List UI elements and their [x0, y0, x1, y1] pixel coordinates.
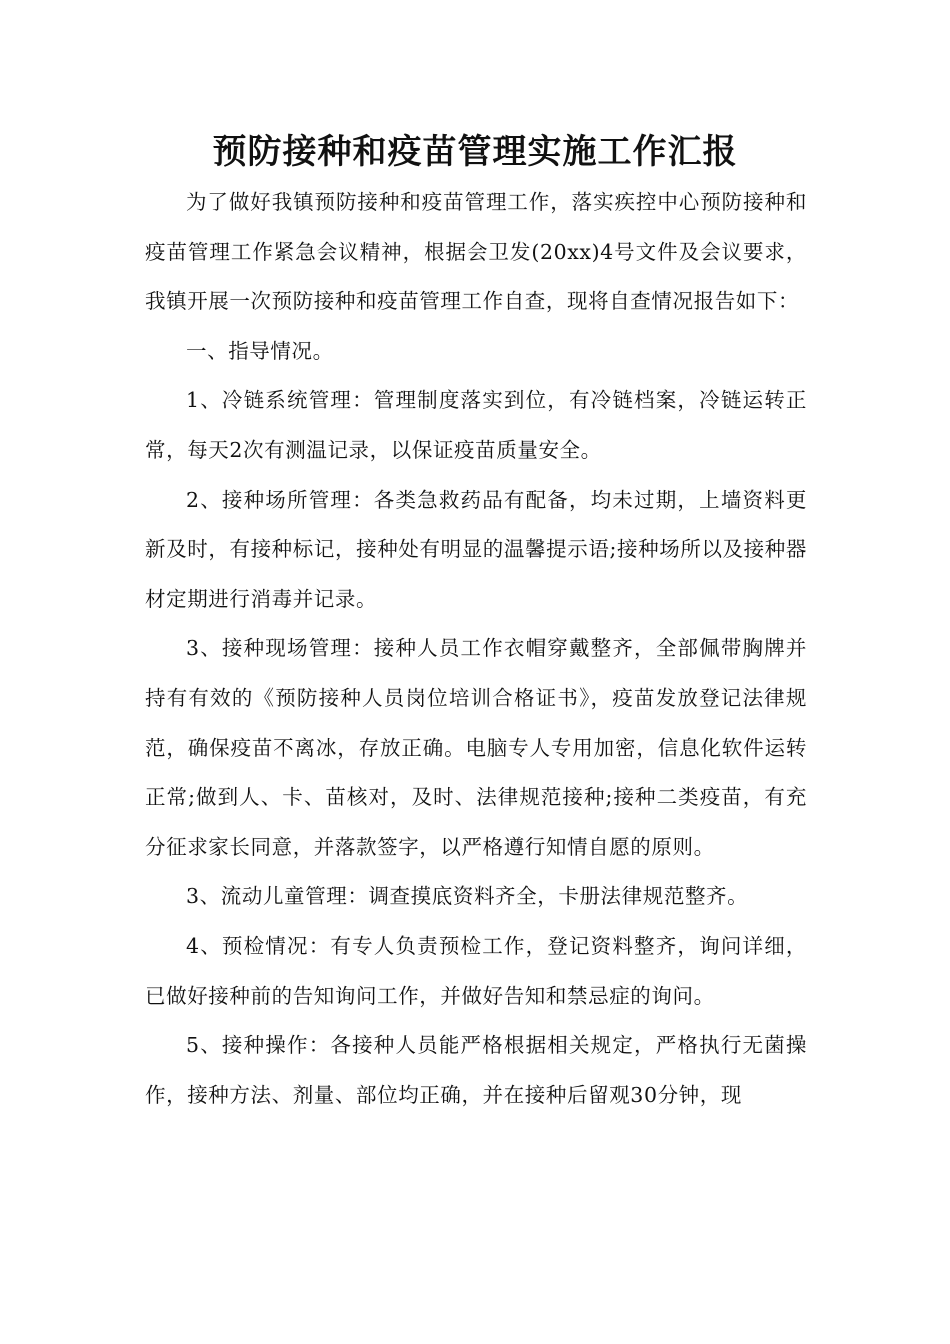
paragraph-vaccination-site: 2、接种场所管理：各类急救药品有配备，均未过期，上墙资料更新及时，有接种标记，接种处有明显的温馨提示语;接种场所以及接种器材定期进行消毒并记录。: [145, 487, 807, 611]
section-heading-guidance: 一、指导情况。: [186, 338, 334, 363]
paragraph-intro: 为了做好我镇预防接种和疫苗管理工作，落实疾控中心预防接种和疫苗管理工作紧急会议精神，根据会卫发(20xx)4号文件及会议要求，我镇开展一次预防接种和疫苗管理工作自查，现将自查情况报告如下：: [145, 190, 807, 314]
paragraph-mobile-children: 3、流动儿童管理：调查摸底资料齐全，卡册法律规范整齐。: [186, 884, 749, 909]
paragraph-onsite-management: 3、接种现场管理：接种人员工作衣帽穿戴整齐，全部佩带胸牌并持有有效的《预防接种人员岗位培训合格证书》，疫苗发放登记法律规范，确保疫苗不离冰，存放正确。电脑专人专用加密，信息化软件运转正常;做到人、卡、苗核对，及时、法律规范接种;接种二类疫苗，有充分征求家长同意，并落款签字，以严格遵行知情自愿的原则。: [145, 636, 807, 859]
document-body: [145, 178, 807, 1120]
document-title: 预防接种和疫苗管理实施工作汇报: [212, 132, 738, 172]
paragraph-cold-chain: 1、冷链系统管理：管理制度落实到位，有冷链档案，冷链运转正常，每天2次有测温记录，以保证疫苗质量安全。: [145, 388, 807, 462]
paragraph-vaccination-operation: 5、接种操作：各接种人员能严格根据相关规定，严格执行无菌操作，接种方法、剂量、部位均正确，并在接种后留观30分钟，现: [145, 1033, 807, 1107]
paragraph-pre-screening: 4、预检情况：有专人负责预检工作，登记资料整齐，询问详细，已做好接种前的告知询问工作，并做好告知和禁忌症的询问。: [145, 933, 807, 1008]
